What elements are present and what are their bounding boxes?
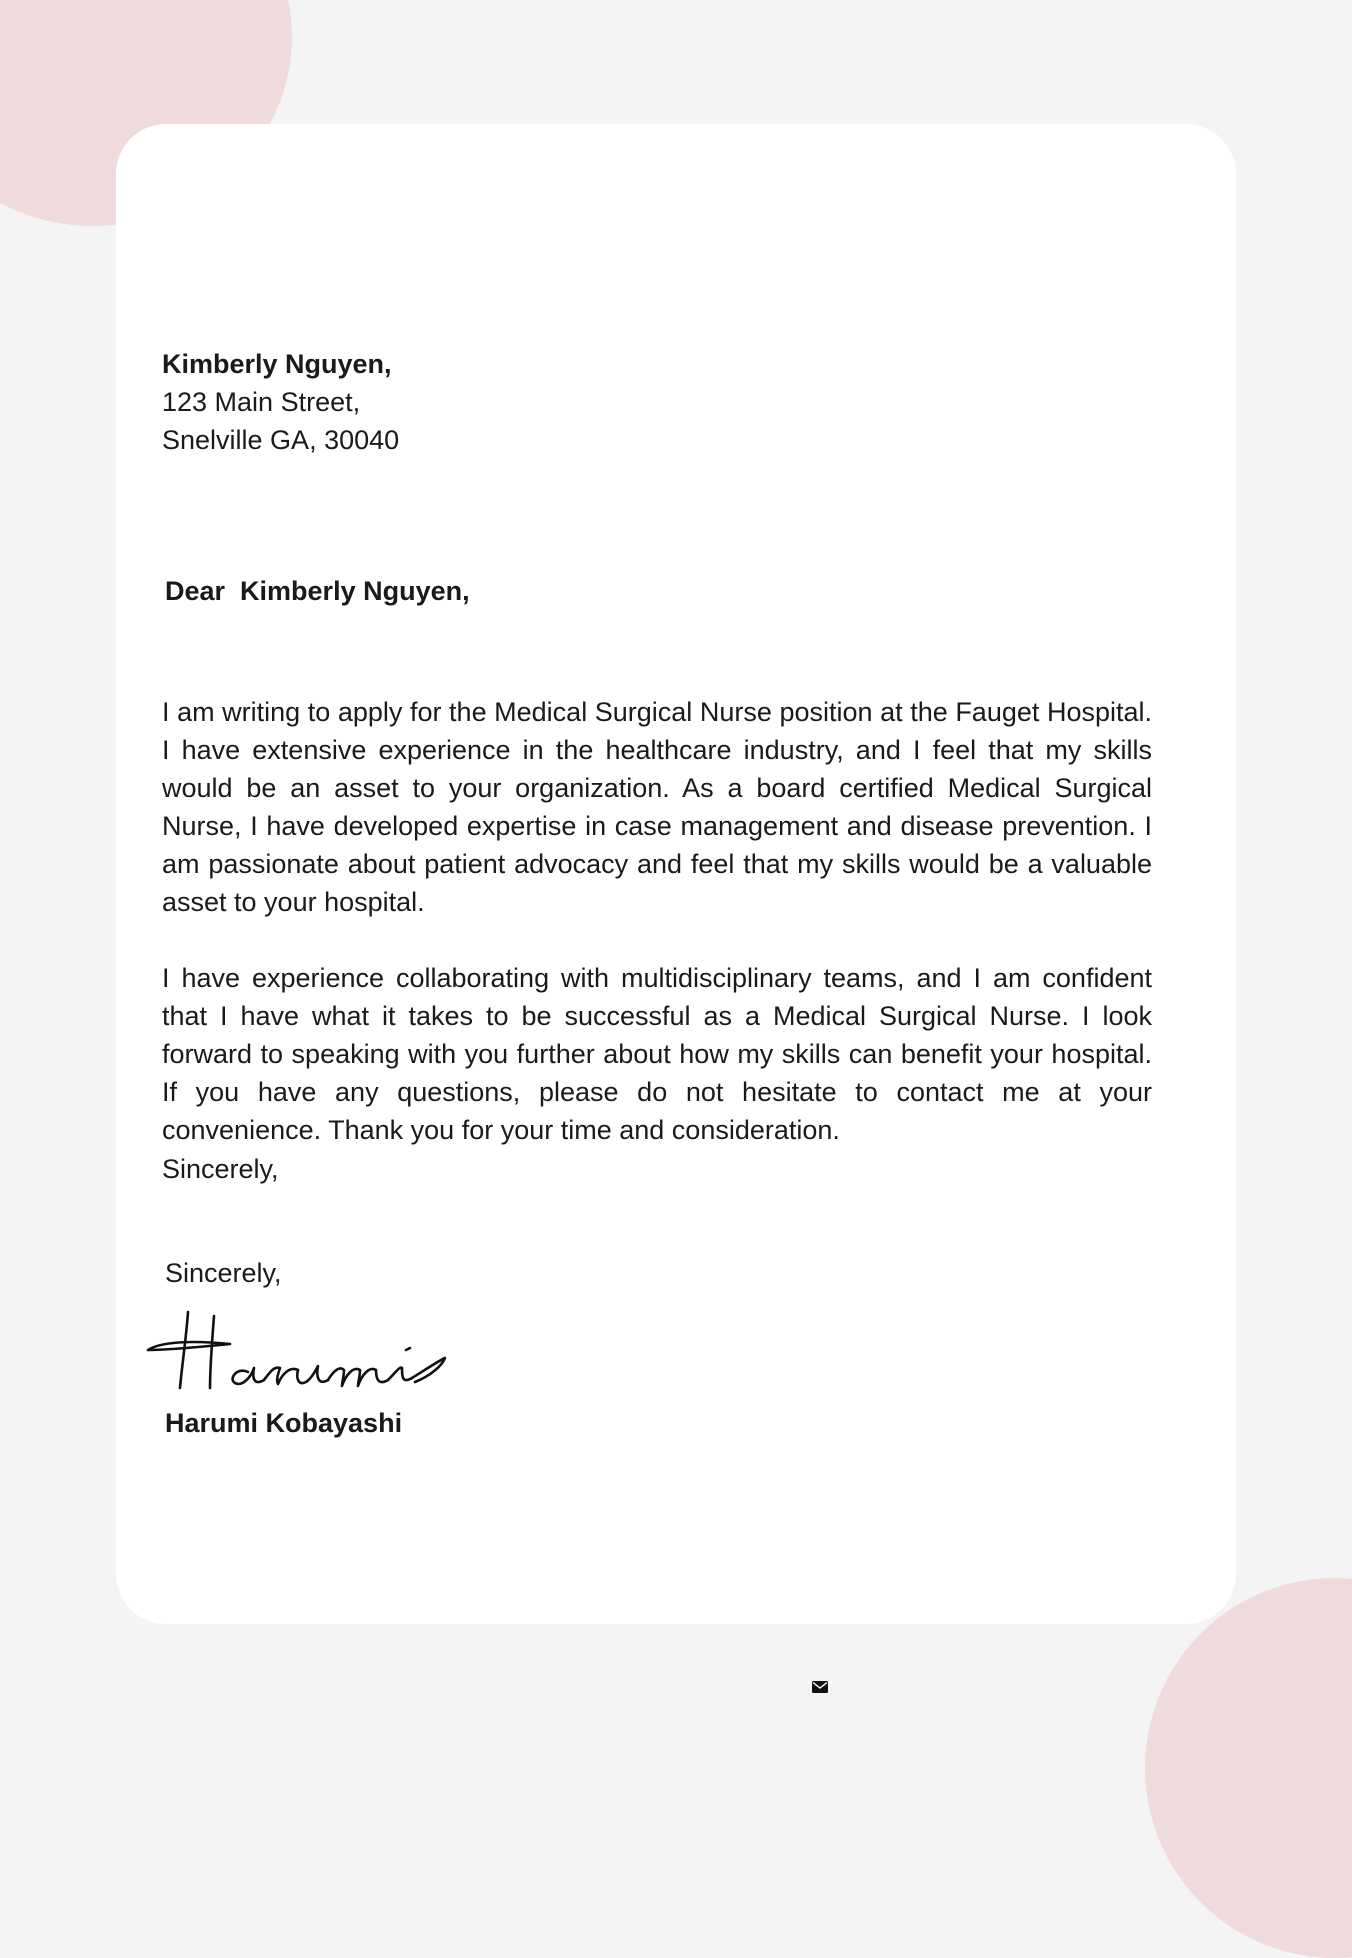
sender-name: Kimberly Nguyen, — [162, 349, 392, 379]
sender-city: Snelville GA, 30040 — [162, 425, 400, 455]
decorative-circle-bottom-right — [1145, 1578, 1352, 1958]
closing: Sincerely, — [165, 1258, 282, 1288]
mail-icon — [812, 1681, 828, 1693]
sender-address-block — [162, 345, 399, 459]
letter-body — [162, 693, 1152, 1149]
closing-inline: Sincerely, — [162, 1154, 279, 1184]
sender-street: 123 Main Street, — [162, 387, 361, 417]
signature-image — [140, 1300, 490, 1395]
body-paragraph-1: I am writing to apply for the Medical Surgical Nurse position at the Fauget Hospital. I have extensive experience in the healthcare industry, and I feel that my skills would be an asset to your organization. As a board certified Medical Surgical Nurse, I have developed expertise in case management and disease prevention. I am passionate about patient advocacy and feel that my skills would be a valuable asset to your hospital. — [162, 697, 1152, 917]
signer-name: Harumi Kobayashi — [165, 1408, 403, 1438]
body-paragraph-2: I have experience collaborating with multidisciplinary teams, and I am confident that I have what it takes to be successful as a Medical Surgical Nurse. I look forward to speaking with you further about how my skills can benefit your hospital. If you have any questions, please do not hesitate to contact me at your convenience. Thank you for your time and consideration. — [162, 963, 1152, 1145]
greeting: Dear Kimberly Nguyen, — [165, 576, 470, 606]
